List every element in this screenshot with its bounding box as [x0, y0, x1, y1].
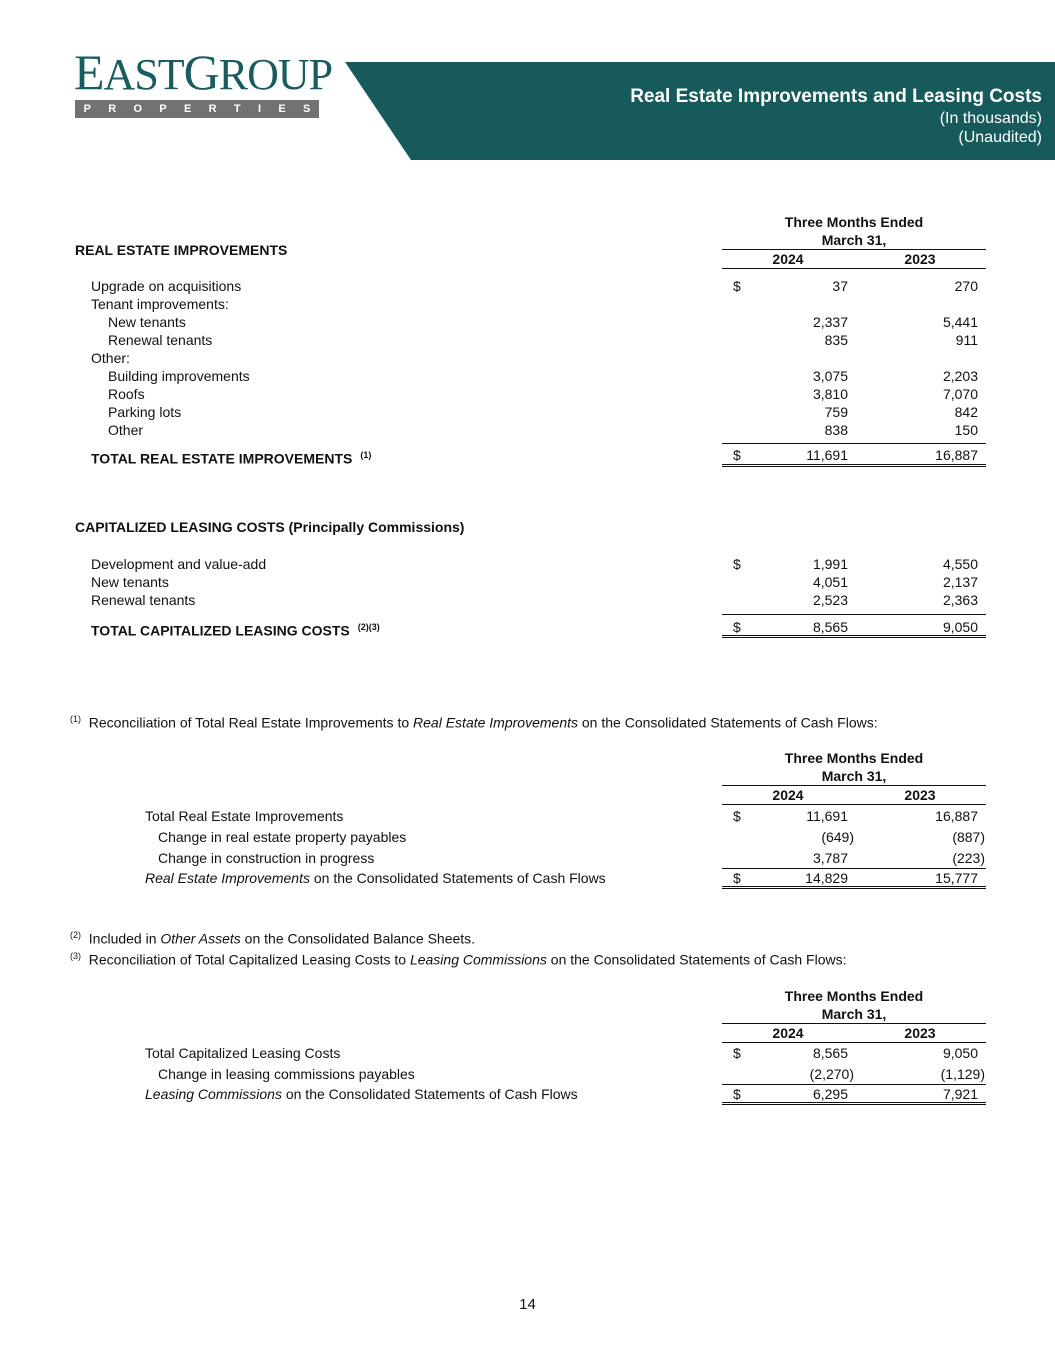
logo-letter: R: [108, 103, 117, 115]
total-double-rule: [722, 464, 986, 470]
row-label: [145, 1085, 578, 1103]
value-2023: (223): [952, 850, 985, 866]
total-double-rule: [722, 1102, 986, 1108]
logo-letter: I: [257, 103, 262, 115]
logo-letter: S: [302, 103, 311, 115]
logo-letter: E: [278, 103, 286, 115]
logo-properties-bar: [75, 100, 319, 118]
footnote-mark: (2): [70, 930, 81, 940]
col-header-date: March 31,: [821, 768, 887, 784]
col-header-2024: 2024: [772, 251, 804, 267]
value-2023: 9,050: [942, 1045, 978, 1061]
value-2024: 3,810: [812, 386, 848, 402]
row-label-text: New tenants: [108, 314, 186, 330]
value-2024: 3,075: [812, 368, 848, 384]
row-label: [158, 828, 406, 846]
section-title-leasing: CAPITALIZED LEASING COSTS (Principally Commissions): [75, 519, 465, 535]
col-header-date: March 31,: [821, 232, 887, 248]
logo-letter: E: [184, 103, 192, 115]
logo-letter: T: [233, 103, 241, 115]
subtotal-rule: [722, 614, 986, 615]
header-rule: [722, 268, 986, 269]
row-label-italic: Leasing Commissions: [145, 1086, 282, 1102]
logo-letter: R: [208, 103, 217, 115]
footnote-mark: (1): [70, 714, 81, 724]
row-label-text: on the Consolidated Statements of Cash Flows: [281, 1086, 578, 1102]
total-double-rule: [722, 635, 986, 641]
row-label: [145, 1044, 340, 1062]
value-2023: 9,050: [942, 619, 978, 635]
value-2023: 4,550: [942, 556, 978, 572]
dollar-sign: $: [733, 619, 741, 635]
value-2023: (1,129): [940, 1066, 985, 1082]
page-title: Real Estate Improvements and Leasing Costs: [630, 86, 1042, 107]
row-label-text: TOTAL CAPITALIZED LEASING COSTS: [91, 622, 350, 639]
value-2023: 270: [954, 278, 978, 294]
value-2024: (2,270): [809, 1066, 854, 1082]
value-2024: 759: [824, 404, 848, 420]
row-label: [91, 295, 229, 313]
value-2023: 15,777: [935, 870, 978, 886]
subtotal-rule: [722, 1084, 986, 1085]
subtotal-rule: [722, 868, 986, 869]
footnote-ref: (2)(3): [357, 622, 380, 632]
footnote-text: Reconciliation of Total Capitalized Leasing Costs to: [88, 951, 410, 968]
row-label-text: Other: [108, 422, 144, 438]
value-2023: 16,887: [935, 447, 978, 463]
value-2024: 2,523: [812, 592, 848, 608]
row-label: [108, 385, 145, 403]
value-2023: 7,921: [942, 1086, 978, 1102]
row-label: [108, 403, 181, 421]
section-title-improvements: REAL ESTATE IMPROVEMENTS: [75, 242, 288, 258]
row-label: [91, 618, 380, 640]
col-header-2023: 2023: [904, 1025, 936, 1041]
col-header-2024: 2024: [772, 1025, 804, 1041]
row-label-text: Development and value-add: [91, 556, 267, 572]
dollar-sign: $: [733, 808, 741, 824]
value-2023: 2,203: [942, 368, 978, 384]
row-label: [145, 807, 343, 825]
dollar-sign: $: [733, 870, 741, 886]
row-label-text: Renewal tenants: [108, 332, 213, 348]
value-2024: (649): [821, 829, 854, 845]
value-2024: 37: [832, 278, 848, 294]
page-number: 14: [519, 1296, 536, 1313]
row-label-text: on the Consolidated Statements of Cash Flows: [309, 870, 606, 886]
col-header-period: Three Months Ended: [784, 214, 924, 230]
row-label-text: Renewal tenants: [91, 592, 196, 608]
value-2024: 835: [824, 332, 848, 348]
footnote-text: Included in: [88, 930, 161, 947]
footnote-text: on the Consolidated Balance Sheets.: [240, 930, 476, 947]
row-label: [108, 331, 212, 349]
value-2023: 16,887: [935, 808, 978, 824]
col-header-period: Three Months Ended: [784, 988, 924, 1004]
footnote: [70, 710, 878, 732]
dollar-sign: $: [733, 556, 741, 572]
footnote-text: on the Consolidated Statements of Cash Flows:: [578, 714, 878, 731]
header-rule: [722, 804, 986, 805]
value-2024: 11,691: [806, 447, 848, 463]
value-2024: 2,337: [812, 314, 848, 330]
units-note: (In thousands): [939, 110, 1042, 127]
value-2023: 911: [955, 332, 978, 348]
col-header-date: March 31,: [821, 1006, 887, 1022]
row-label: [158, 849, 374, 867]
value-2024: 6,295: [812, 1086, 848, 1102]
footnote-text: Reconciliation of Total Real Estate Improvements to: [88, 714, 414, 731]
row-label: [91, 573, 169, 591]
logo-letter: P: [83, 103, 91, 115]
value-2024: 4,051: [812, 574, 848, 590]
row-label-text: Other:: [91, 350, 130, 366]
logo-letter: O: [133, 103, 143, 115]
total-double-rule: [722, 886, 986, 892]
value-2024: 838: [824, 422, 848, 438]
row-label: [91, 555, 266, 573]
row-label-text: Change in real estate property payables: [158, 829, 407, 845]
row-label-italic: Real Estate Improvements: [145, 870, 310, 886]
value-2023: 2,363: [942, 592, 978, 608]
col-header-2023: 2023: [904, 251, 936, 267]
row-label: [91, 591, 195, 609]
value-2023: 150: [954, 422, 978, 438]
row-label: [91, 277, 241, 295]
subtotal-rule: [722, 443, 986, 444]
row-label: [108, 313, 186, 331]
row-label-text: New tenants: [91, 574, 169, 590]
row-label-text: Roofs: [108, 386, 145, 402]
footnote-ref: (1): [360, 450, 372, 460]
logo: EASTGROUP: [74, 44, 333, 100]
value-2023: 7,070: [942, 386, 978, 402]
value-2024: 8,565: [812, 619, 848, 635]
dollar-sign: $: [733, 1045, 741, 1061]
row-label: [145, 869, 606, 887]
footnote-text: on the Consolidated Statements of Cash Flows:: [546, 951, 847, 968]
footnote-italic: Other Assets: [160, 930, 241, 947]
dollar-sign: $: [733, 447, 741, 463]
value-2023: 5,441: [942, 314, 978, 330]
row-label: [108, 367, 250, 385]
col-header-period: Three Months Ended: [784, 750, 924, 766]
footnote-italic: Leasing Commissions: [409, 951, 547, 968]
row-label: [158, 1065, 415, 1083]
dollar-sign: $: [733, 1086, 741, 1102]
row-label-text: Building improvements: [108, 368, 250, 384]
row-label-text: Upgrade on acquisitions: [91, 278, 242, 294]
row-label-text: Total Capitalized Leasing Costs: [145, 1045, 341, 1061]
footnote-mark: (3): [70, 951, 81, 961]
value-2024: 8,565: [812, 1045, 848, 1061]
audit-note: (Unaudited): [958, 129, 1042, 146]
footnote: [70, 947, 847, 969]
value-2024: 14,829: [805, 870, 848, 886]
dollar-sign: $: [733, 278, 741, 294]
footnote: [70, 926, 475, 948]
value-2024: 1,991: [812, 556, 848, 572]
value-2024: 11,691: [806, 808, 848, 824]
value-2023: 842: [954, 404, 978, 420]
value-2024: 3,787: [812, 850, 848, 866]
row-label-text: TOTAL REAL ESTATE IMPROVEMENTS: [91, 450, 353, 467]
row-label-text: Change in construction in progress: [158, 850, 375, 866]
header-rule: [722, 1042, 986, 1043]
col-header-2024: 2024: [772, 787, 804, 803]
row-label-text: Parking lots: [108, 404, 182, 420]
logo-letter: P: [159, 103, 167, 115]
row-label-text: Total Real Estate Improvements: [145, 808, 344, 824]
row-label: [108, 421, 143, 439]
col-header-2023: 2023: [904, 787, 936, 803]
value-2023: 2,137: [942, 574, 978, 590]
row-label-text: Change in leasing commissions payables: [158, 1066, 415, 1082]
row-label: [91, 349, 130, 367]
footnote-italic: Real Estate Improvements: [413, 714, 578, 731]
row-label: [91, 446, 371, 468]
value-2023: (887): [952, 829, 985, 845]
row-label-text: Tenant improvements:: [91, 296, 229, 312]
